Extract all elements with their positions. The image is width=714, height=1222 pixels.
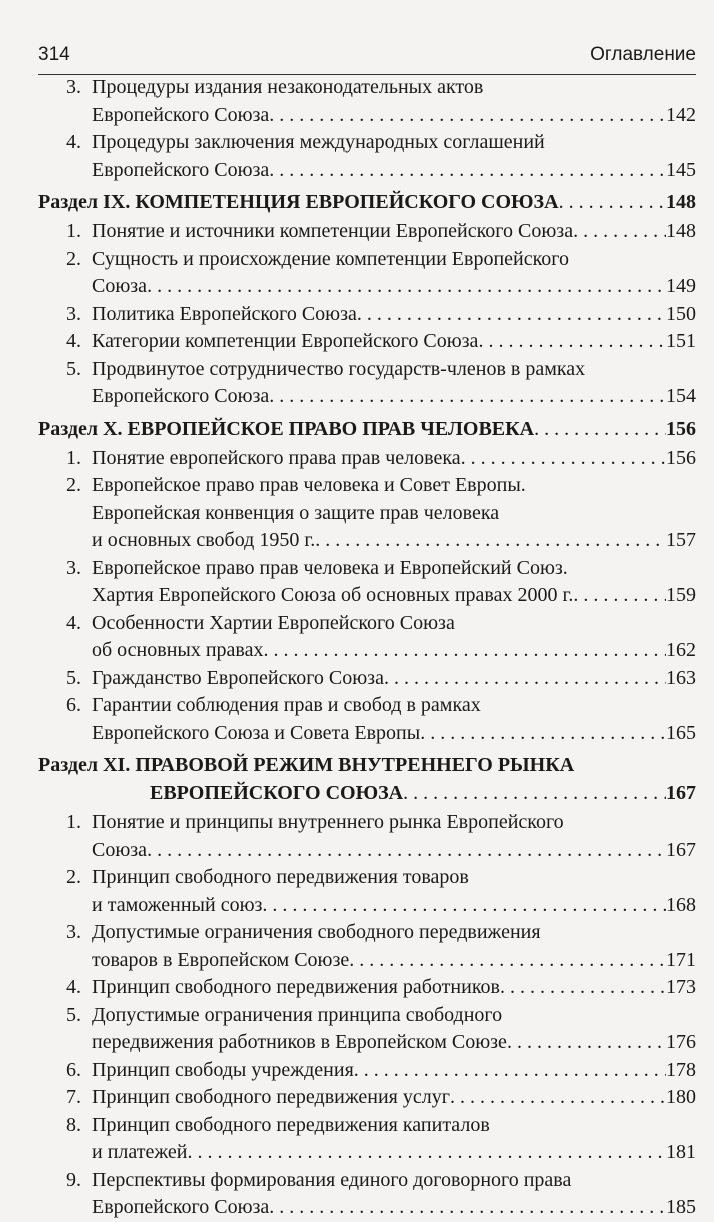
entry-number: 1. [66,220,81,242]
dot-leader [573,582,666,610]
entry-title-line: Раздел X. ЕВРОПЕЙСКОЕ ПРАВО ПРАВ ЧЕЛОВЕКА [38,417,535,440]
entry-body [92,246,696,301]
toc-entry[interactable] [66,919,696,974]
dot-leader [507,1029,666,1057]
page-ref: 156 [666,446,696,469]
entry-number: 2. [66,247,81,270]
entry-number: 8. [66,1113,81,1136]
dot-leader [269,383,666,411]
entry-last-line [92,383,696,411]
dot-leader [269,102,666,130]
entry-body [92,328,696,356]
dot-leader [357,301,666,329]
toc-section-heading[interactable] [38,415,696,443]
entry-body [92,974,696,1002]
dot-leader [534,415,666,443]
entry-title-line: Гарантии соблюдения прав и свобод в рамках [92,694,481,716]
entry-number: 4. [66,611,81,634]
dot-leader [147,837,666,865]
entry-last-line [92,157,696,185]
page-ref: 157 [666,529,696,551]
entry-last-line [92,445,696,473]
entry-title-line: Понятие и источники компетенции Европейского Союза [92,220,574,242]
entry-number: 6. [66,1058,81,1081]
entry-last-line [38,415,696,443]
entry-number: 5. [66,357,81,380]
entry-body [92,555,696,610]
entry-body [92,1167,696,1222]
entry-title-line: Европейская конвенция о защите прав человека [92,501,500,524]
entry-last-line [92,273,696,301]
dot-leader [263,637,666,665]
dot-leader [269,1194,666,1222]
entry-title-line: ЕВРОПЕЙСКОГО СОЮЗА [150,782,404,804]
entry-body [92,1112,696,1167]
entry-body [92,1057,696,1085]
dot-leader [461,445,666,473]
toc-entry[interactable] [66,328,696,356]
entry-last-line [92,892,696,920]
toc-entry[interactable] [66,1002,696,1057]
toc-entry[interactable] [66,356,696,411]
entry-title-line: Европейского Союза [92,103,270,126]
toc-entry[interactable] [66,1057,696,1085]
entry-number: 3. [66,556,81,579]
dot-leader [269,157,666,185]
page-ref: 167 [666,838,696,861]
entry-last-line [92,1084,696,1112]
entry-body [92,610,696,665]
page-ref: 173 [666,976,696,998]
page-ref: 165 [666,721,696,744]
entry-last-line [92,947,696,975]
entry-body [92,692,696,747]
entry-number: 4. [66,131,81,153]
entry-title-line: Понятие европейского права прав человека [92,446,461,469]
entry-title-line: Союза [92,275,148,297]
page-ref: 162 [666,639,696,661]
entry-title-line: Союза [92,838,148,861]
entry-body [92,218,696,246]
entry-last-line [92,720,696,748]
toc-entry[interactable] [66,74,696,129]
entry-number: 9. [66,1168,81,1191]
entry-number: 2. [66,474,81,496]
entry-title-line: Процедуры издания незаконодательных актов [92,76,484,98]
page-ref: 168 [666,893,696,916]
entry-title-line: Европейского Союза и Совета Европы [92,721,421,744]
entry-number: 3. [66,921,81,943]
entry-number: 4. [66,330,81,352]
dot-leader [403,779,666,807]
entry-body [92,864,696,919]
entry-title-line: Продвинутое сотрудничество государств-членов в рамках [92,357,586,380]
entry-last-line [92,1194,696,1222]
toc-entry[interactable] [66,1084,696,1112]
entry-body [92,445,696,473]
page-ref: 185 [666,1196,696,1218]
page-ref: 148 [666,191,696,213]
toc-entry[interactable] [66,665,696,693]
running-title: Оглавление [590,44,696,65]
toc-entry[interactable] [66,555,696,610]
toc-section-heading[interactable] [38,751,696,807]
entry-body [92,74,696,129]
entry-title-line: Принцип свободного передвижения капиталов [92,1113,490,1136]
page-ref: 151 [666,330,696,352]
toc-entry[interactable] [66,1112,696,1167]
dot-leader [384,665,666,693]
entry-title-line: Принцип свободы учреждения [92,1058,354,1081]
entry-last-line [92,974,696,1002]
entry-title-line: Хартия Европейского Союза об основных правах 2000 г. [92,584,574,606]
entry-title-line: Европейского Союза [92,158,270,181]
dot-leader [450,1084,666,1112]
toc-entry[interactable] [66,692,696,747]
toc-entry[interactable] [66,246,696,301]
toc-entry[interactable] [66,129,696,184]
dot-leader [573,218,666,246]
dot-leader [262,892,666,920]
page-ref: 145 [666,158,696,181]
entry-title-line: Европейское право прав человека и Совет Европы. [92,474,526,496]
entry-number: 5. [66,666,81,689]
entry-body [92,1002,696,1057]
page-header [38,40,696,75]
entry-title-line: Европейского Союза [92,1196,270,1218]
entry-title-line: Политика Европейского Союза [92,302,357,325]
toc-entry[interactable] [66,301,696,329]
toc-entry[interactable] [66,445,696,473]
entry-number: 5. [66,1003,81,1026]
page-ref: 149 [666,275,696,297]
dot-leader [420,720,666,748]
page-ref: 148 [666,220,696,242]
page-ref: 154 [666,385,696,407]
entry-title-line: Раздел IX. КОМПЕТЕНЦИЯ ЕВРОПЕЙСКОГО СОЮЗА [38,191,559,213]
toc-section-heading[interactable] [38,188,696,216]
dot-leader [478,328,666,356]
entry-number: 3. [66,76,81,98]
page-ref: 181 [666,1141,696,1163]
toc-entry[interactable] [66,218,696,246]
dot-leader [500,974,666,1002]
toc-entry[interactable] [66,974,696,1002]
toc-entry[interactable] [66,809,696,864]
dot-leader [188,1139,667,1167]
toc-entry[interactable] [66,472,696,555]
entry-title-line: Допустимые ограничения принципа свободного [92,1003,503,1026]
entry-last-line [92,837,696,865]
entry-title-line: Раздел XI. ПРАВОВОЙ РЕЖИМ ВНУТРЕННЕГО РЫНКА [38,754,575,776]
entry-number: 2. [66,866,81,888]
dot-leader [349,947,666,975]
entry-title-line: Понятие и принципы внутреннего рынка Европейского [92,811,564,833]
table-of-contents [38,74,696,1222]
page-ref: 176 [666,1031,696,1053]
entry-title-line: Принцип свободного передвижения работников [92,976,500,998]
entry-title-line: Принцип свободного передвижения товаров [92,866,469,888]
entry-body [92,1084,696,1112]
entry-last-line [92,102,696,130]
toc-entry[interactable] [66,1167,696,1222]
entry-number: 6. [66,694,81,716]
entry-title-line: Процедуры заключения международных соглашений [92,131,545,153]
entry-last-line [92,328,696,356]
entry-title-line: Европейского Союза [92,385,270,407]
entry-title-line: Допустимые ограничения свободного передвижения [92,921,541,943]
entry-title-line: Европейское право прав человека и Европейский Союз. [92,556,568,579]
entry-last-line [92,1029,696,1057]
entry-last-line [92,218,696,246]
entry-body [92,809,696,864]
entry-title-line: и основных свобод 1950 г. [92,529,316,551]
dot-leader [559,188,666,216]
entry-number: 4. [66,976,81,998]
toc-entry[interactable] [66,864,696,919]
entry-body [92,129,696,184]
entry-body [92,472,696,555]
entry-title-line: об основных правах [92,639,264,661]
entry-title-line: и платежей [92,1141,188,1163]
page-ref: 178 [666,1058,696,1081]
entry-title-line: Категории компетенции Европейского Союза [92,330,479,352]
entry-title-line: Гражданство Европейского Союза [92,666,384,689]
entry-body [92,301,696,329]
entry-last-line [92,301,696,329]
entry-number: 1. [66,811,81,833]
entry-title-line: Перспективы формирования единого договорного права [92,1168,572,1191]
entry-title-line: товаров в Европейском Союзе [92,948,350,971]
entry-title-line: Особенности Хартии Европейского Союза [92,611,455,634]
toc-entry[interactable] [66,610,696,665]
entry-last-line [38,779,696,807]
page-ref: 163 [666,666,696,689]
page-number: 314 [38,44,70,65]
entry-body [92,356,696,411]
page-ref: 156 [666,417,696,440]
entry-last-line [92,582,696,610]
entry-last-line [92,527,696,555]
entry-number: 3. [66,302,81,325]
entry-body [92,665,696,693]
entry-body [92,919,696,974]
entry-last-line [92,1057,696,1085]
entry-last-line [38,188,696,216]
page-ref: 159 [666,584,696,606]
entry-last-line [92,665,696,693]
page-ref: 167 [666,782,696,804]
page-ref: 142 [666,103,696,126]
page-ref: 180 [666,1086,696,1108]
entry-number: 7. [66,1086,81,1108]
page-ref: 150 [666,302,696,325]
dot-leader [147,273,666,301]
entry-last-line [92,1139,696,1167]
entry-title-line: Принцип свободного передвижения услуг [92,1086,450,1108]
entry-title-line: и таможенный союз [92,893,263,916]
entry-last-line [92,637,696,665]
entry-title-line: Сущность и происхождение компетенции Европейского [92,247,570,270]
entry-number: 1. [66,446,81,469]
dot-leader [315,527,666,555]
entry-title-line: передвижения работников в Европейском Союзе [92,1031,507,1053]
page-ref: 171 [666,948,696,971]
dot-leader [354,1057,666,1085]
